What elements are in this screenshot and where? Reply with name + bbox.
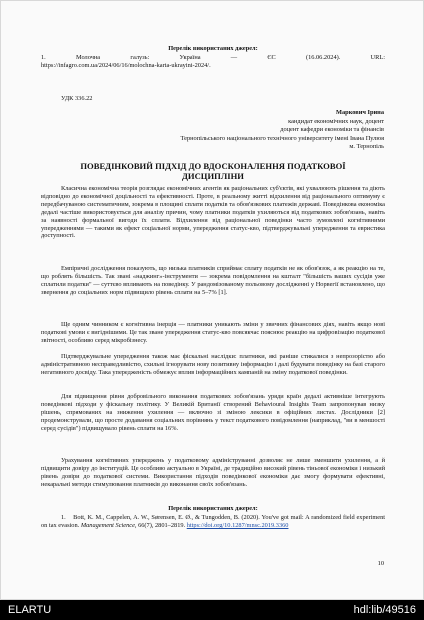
reference-text: Bott, K. M., Cappelen, A. W., Sørensen, E. Ø., & Tungodden, B. (2020). You've got mail: A randomized field experiment on tax evasion.: [41, 514, 386, 529]
page-number: 10: [377, 560, 384, 567]
author-university: Тернопільського національного технічного університету імені Івана Пулюя: [180, 135, 384, 142]
body-paragraph-4: Підтверджувальне упередження також має фіскальні наслідки: платники, які раніше стикалися з непрозорістю або адміністративною несправедливістю, схильні ігнорувати нову позитивну інформацію і далі будувати поведінку на базі старого негативного досвіду. Така упередженість обмежує вплив інформаційних кампаній на зміну податкової поведінки.: [41, 353, 385, 376]
handle-id: hdl:lib/49516: [353, 604, 416, 616]
references-heading-bottom: Перелік використаних джерел:: [168, 505, 258, 512]
body-paragraph-2: Емпіричні дослідження показують, що низька платників сприймає сплату податків не як обов'язок, а як реакцію на те, що роблять більшість. Так звані «наджинг»-інструменти — зокрема повідомлення на кшталт "більшість ваших сусідів уже сплатили податки" — суттєво впливають на поведінку. У рандомізованому польовому дослідженні у Норвегії встановлено, що звернення до соціальних норм підвищило рівень сплати на 5–7% [1].: [41, 265, 385, 296]
author-name: Маркович Ірина: [336, 109, 384, 116]
body-paragraph-6: Урахування когнітивних упереджень у податковому адмініструванні дозволяє не лише зменшити ухилення, а й підвищити довіру до інституцій. Це особливо актуально в Україні, де традиційно високий рівень тіньової економіки і низький рівень довіри до податкової системи. Використання підходів поведінкової економіки дає змогу формувати ефективні, некаральні методи стимулювання платників до виконання своїх зобов'язань.: [41, 457, 385, 488]
repository-footer: [0, 600, 424, 620]
author-city: м. Тернопіль: [349, 143, 384, 150]
author-degree: кандидат економічних наук, доцент: [288, 118, 384, 125]
body-paragraph-5: Для підвищення рівня добровільного виконання податкових зобов'язань уряди країн дедалі активніше інтегрують поведінкові підходи у фіскальну політику. У Великій Британії створений Behavioural Insights Team запропонував низку рішень, спрямованих на зниження ухилення — включно зі зміною лексики в офіційних листах. Дослідники [2] продемонстрували, що просте додавання соціальних порівнянь у текст податкового повідомлення (наприклад, "ви в меншості серед сусідів") підвищувало рівень сплати на 16%.: [41, 393, 385, 432]
reference-item-top-1: 1. Молочна галузь: Україна — ЄС (16.06.2024). URL:: [41, 54, 385, 61]
reference-number: 1.: [61, 514, 66, 521]
reference-link-top-1[interactable]: https://infagro.com.ua/2024/06/16/molochna-karta-ukrayini-2024/.: [41, 62, 211, 69]
reference-item-bottom-1: [41, 514, 385, 530]
article-title-line-2: ДИСЦИПЛІНИ: [182, 171, 244, 181]
reference-doi-link[interactable]: https://doi.org/10.1287/mnsc.2019.3360: [186, 521, 289, 529]
article-title-line-1: ПОВЕДІНКОВИЙ ПІДХІД ДО ВДОСКОНАЛЕННЯ ПОДАТКОВОЇ: [80, 161, 346, 171]
body-paragraph-1: Класична економічна теорія розглядає економічних агентів як раціональних суб'єктів, які ухвалюють рішення та діють відповідно до економічної доцільності та ефективності. Проте, в реальному житті відхилення від раціонального оптимуму є передбачуваною систематичним, зокрема в площині сплати податків та обов'язкових платежів державі. Поведінкова економіка дедалі частіше використовується для аналізу причин, чому платники податків ухиляються від податкових зобов'язань, навіть за наявності формальної вигоди їх сплати. Відхилення від раціональної поведінки часто зумовлені когнітивними упередженнями — такими як ефект соціальної норми, упередження статус-кво, підтверджувальні упередження та евристика доступності.: [41, 185, 385, 240]
udk-code: УДК 336.22: [61, 95, 93, 102]
author-position: доцент кафедри економіки та фінансів: [280, 126, 384, 133]
reference-rest: , 66(7), 2801–2819.: [134, 521, 186, 529]
reference-journal: Management Science: [80, 521, 135, 529]
repository-name: ELARTU: [8, 604, 52, 616]
body-paragraph-3: Ще одним чинником є когнітивна інерція — платники уникають зміни у звичних фінансових діях, навіть якщо нові податкові умови є вигіднішими. Це так зване упередження статус-кво повсякчас пояснює реакцію на цифровізацію податкової звітності, особливо серед мікробізнесу.: [41, 321, 385, 344]
references-heading-top: Перелік використаних джерел:: [168, 45, 258, 52]
